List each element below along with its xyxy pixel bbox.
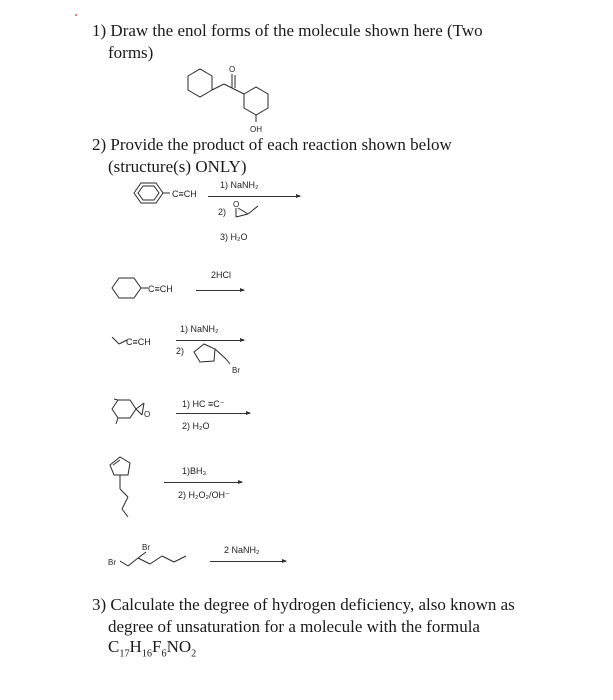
r1-step3: 3) H₂O	[220, 232, 248, 242]
r4-spiro-epoxide	[110, 395, 158, 429]
r5-arrow	[164, 482, 242, 483]
q3-line1: 3) Calculate the degree of hydrogen deficiency, also known as	[92, 595, 515, 614]
r1-epoxide-o: O	[233, 200, 240, 209]
q2-line1: 2) Provide the product of each reaction shown below	[92, 135, 452, 154]
r1-step2: 2)	[218, 207, 227, 217]
q1-line1: 1) Draw the enol forms of the molecule shown here (Two	[92, 21, 483, 40]
formula-f: F	[152, 637, 162, 656]
r1-benzene-ring	[132, 180, 172, 210]
formula-c-count: 17	[119, 648, 130, 660]
r1-epoxide	[230, 200, 262, 220]
r2-arrow	[196, 290, 244, 291]
r3-step2: 2)	[176, 346, 185, 356]
r5-alkylcyclopentene	[106, 453, 140, 523]
r4-arrow	[176, 413, 250, 414]
formula-f-count: 6	[161, 648, 167, 660]
r1-substituent: C≡CH	[172, 189, 197, 199]
r3-arrow	[176, 340, 244, 341]
r4-step1: 1) HC ≡C⁻	[182, 399, 225, 409]
r3-step1: 1) NaNH₂	[180, 324, 219, 334]
formula-o: O	[178, 637, 192, 656]
r3-cyclopentyl-bromide	[190, 342, 242, 378]
q3-formula	[108, 636, 196, 665]
r2-substituent: C≡CH	[148, 284, 173, 294]
formula-c: C	[108, 637, 120, 656]
q1-oh-label: OH	[250, 125, 262, 134]
q3-line2: degree of unsaturation for a molecule with the formula	[108, 617, 480, 636]
r2-reagent: 2HCl	[211, 270, 232, 280]
r5-step1: 1)BH₃	[182, 466, 207, 476]
r6-arrow	[210, 561, 286, 562]
r1-step1: 1) NaNH₂	[220, 180, 259, 190]
r6-br2-label: Br	[142, 543, 150, 552]
r3-br-label: Br	[232, 366, 240, 375]
r5-step2: 2) H₂O₂/OH⁻	[178, 490, 230, 500]
q1-o-label: O	[229, 65, 236, 74]
formula-o-count: 2	[191, 648, 197, 660]
r3-substituent: C≡CH	[126, 337, 151, 347]
r6-br1-label: Br	[108, 558, 116, 567]
r4-o-label: O	[144, 410, 151, 419]
formula-h-count: 16	[141, 648, 152, 660]
formula-n: N	[166, 637, 179, 656]
formula-h: H	[129, 637, 142, 656]
r6-dibromide	[108, 540, 208, 570]
q1-line2: forms)	[108, 43, 154, 62]
r4-step2: 2) H₂O	[182, 421, 210, 431]
stray-mark	[75, 14, 77, 16]
q1-molecule	[178, 62, 298, 140]
r6-reagent: 2 NaNH₂	[224, 545, 260, 555]
r2-cyclohexane-ring	[110, 276, 152, 304]
q2-line2: (structure(s) ONLY)	[108, 157, 247, 176]
r1-arrow	[208, 196, 300, 197]
